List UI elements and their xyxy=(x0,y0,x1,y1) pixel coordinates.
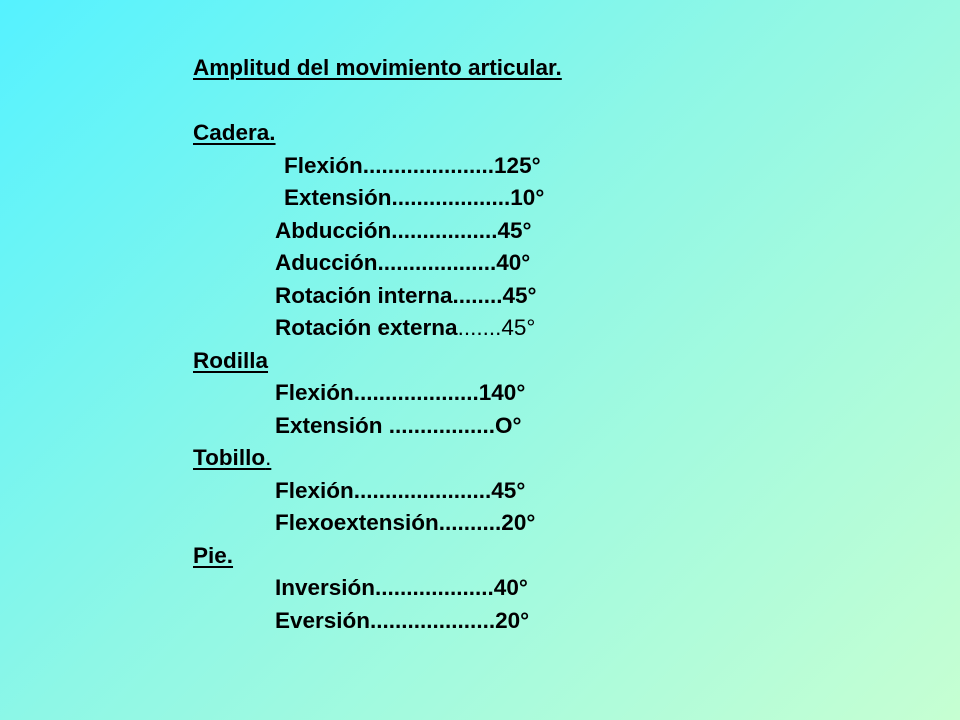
spacer xyxy=(193,85,562,118)
section-heading-cadera xyxy=(193,117,562,150)
title-text: Amplitud del movimiento articular. xyxy=(193,55,562,80)
list-item-label: Rotación externa xyxy=(275,315,458,340)
section-heading-pie xyxy=(193,540,562,573)
heading-suffix: . xyxy=(265,445,272,470)
heading-text: Rodilla xyxy=(193,347,269,373)
list-item: Rotación interna........45° xyxy=(275,282,537,308)
heading-text: Cadera. xyxy=(193,120,276,145)
list-item: Extensión...................10° xyxy=(284,185,545,210)
list-item: Aducción...................40° xyxy=(275,250,531,275)
list-item: Flexión......................45° xyxy=(275,477,526,503)
heading-label: Tobillo xyxy=(193,445,266,470)
list-item: Flexión.....................125° xyxy=(284,152,541,178)
list-item: Extensión .................O° xyxy=(275,412,522,438)
list-item xyxy=(193,312,562,345)
page-title xyxy=(193,52,562,85)
list-item: Eversión....................20° xyxy=(275,607,530,633)
section-heading-rodilla xyxy=(193,345,562,378)
heading-text: Pie. xyxy=(193,542,234,568)
heading-text xyxy=(193,445,271,470)
section-heading-tobillo xyxy=(193,442,562,475)
list-item: Flexión....................140° xyxy=(275,380,526,405)
list-item: Abducción.................45° xyxy=(275,217,532,243)
slide-content xyxy=(193,52,562,637)
list-item-value: .......45° xyxy=(457,315,536,340)
list-item: Flexoextensión..........20° xyxy=(275,510,536,535)
list-item: Inversión...................40° xyxy=(275,575,528,600)
